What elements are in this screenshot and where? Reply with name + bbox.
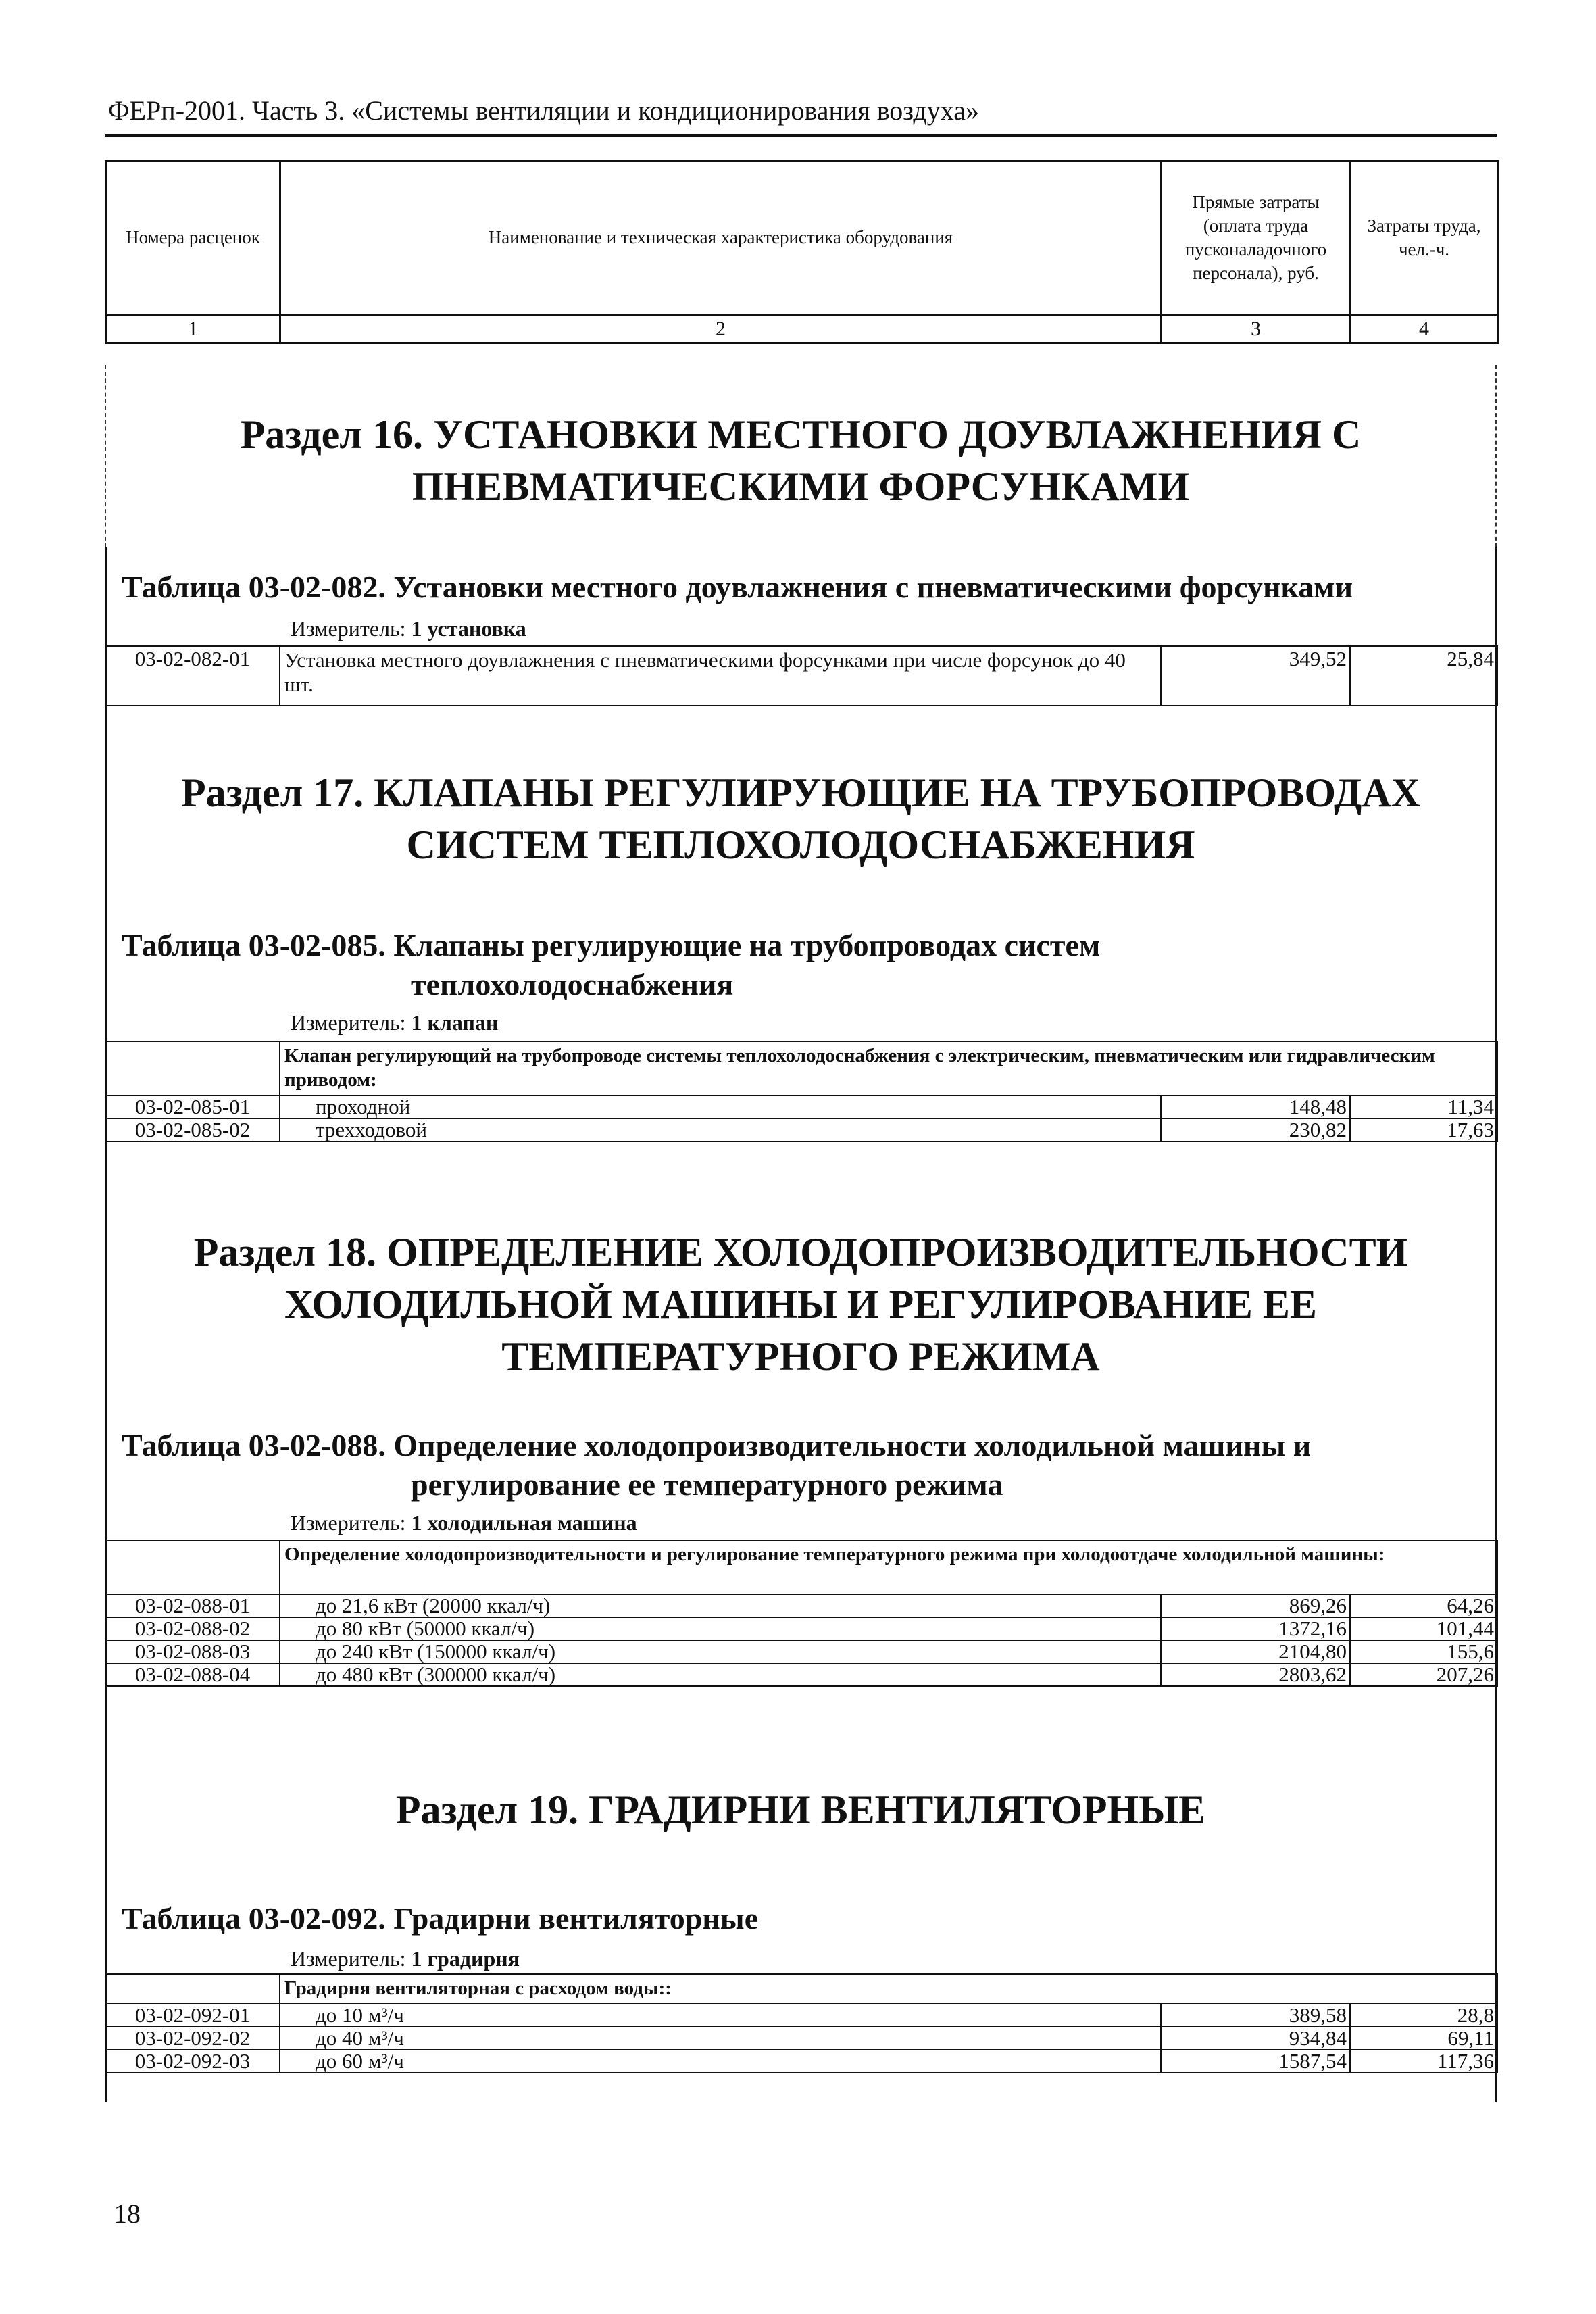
rate-code: 03-02-092-03 <box>105 2050 280 2073</box>
direct-cost: 148,48 <box>1161 1096 1350 1118</box>
labor-cost: 11,34 <box>1350 1096 1497 1118</box>
section-16-title-line1: Раздел 16. УСТАНОВКИ МЕСТНОГО ДОУВЛАЖНЕНИЯ С <box>240 412 1362 457</box>
rate-code: 03-02-085-02 <box>105 1118 280 1141</box>
table-row <box>105 1096 1497 1118</box>
col-number-3: 3 <box>1162 315 1351 343</box>
labor-cost: 69,11 <box>1350 2027 1497 2050</box>
table-03-02-092-title: Таблица 03-02-092. Градирни вентиляторные <box>122 1901 759 1936</box>
direct-cost: 934,84 <box>1161 2027 1350 2050</box>
equipment-name: до 80 кВт (50000 ккал/ч) <box>280 1617 1161 1640</box>
section-18-title-line1: Раздел 18. ОПРЕДЕЛЕНИЕ ХОЛОДОПРОИЗВОДИТЕЛЬНОСТИ <box>193 1230 1408 1275</box>
measure-label: Измеритель: <box>291 1010 406 1035</box>
col-number-1: 1 <box>106 315 280 343</box>
direct-cost: 1372,16 <box>1161 1617 1350 1640</box>
section-19-title-line1: Раздел 19. ГРАДИРНИ ВЕНТИЛЯТОРНЫЕ <box>395 1788 1206 1832</box>
table-row <box>105 1594 1497 1617</box>
group-header-row <box>105 1974 1497 2004</box>
table-03-02-092 <box>105 1973 1498 2073</box>
equipment-name: до 480 кВт (300000 ккал/ч) <box>280 1663 1161 1686</box>
labor-cost: 17,63 <box>1350 1118 1497 1141</box>
labor-cost: 25,84 <box>1350 646 1497 706</box>
section-19-title <box>105 1784 1497 1836</box>
rate-code: 03-02-088-04 <box>105 1663 280 1686</box>
direct-cost: 869,26 <box>1161 1594 1350 1617</box>
table-03-02-085-measure <box>291 1010 498 1035</box>
group-header: Клапан регулирующий на трубопроводе системы теплохолодоснабжения с электрическим, пневматическим или гидравлическим приводом: <box>280 1041 1497 1096</box>
rate-code: 03-02-088-02 <box>105 1617 280 1640</box>
table-row <box>105 1617 1497 1640</box>
rate-code: 03-02-092-01 <box>105 2004 280 2027</box>
equipment-name: до 60 м³/ч <box>280 2050 1161 2073</box>
table-03-02-082 <box>105 645 1498 706</box>
direct-cost: 389,58 <box>1161 2004 1350 2027</box>
rate-code: 03-02-088-03 <box>105 1640 280 1663</box>
col-header-labor: Затраты труда, чел.-ч. <box>1351 162 1498 315</box>
header-rule <box>105 134 1497 137</box>
section-17-title <box>105 767 1497 871</box>
section-18-title <box>105 1227 1497 1383</box>
section-17-title-line2: СИСТЕМ ТЕПЛОХОЛОДОСНАБЖЕНИЯ <box>406 822 1195 867</box>
table-03-02-085 <box>105 1041 1498 1142</box>
table-row <box>105 1640 1497 1663</box>
measure-value: 1 градирня <box>411 1946 520 1971</box>
rate-code: 03-02-088-01 <box>105 1594 280 1617</box>
direct-cost: 230,82 <box>1161 1118 1350 1141</box>
table-row <box>105 2027 1497 2050</box>
col-header-cost: Прямые затраты (оплата труда пусконаладочного персонала), руб. <box>1162 162 1351 315</box>
measure-label: Измеритель: <box>291 1510 406 1535</box>
rate-code: 03-02-085-01 <box>105 1096 280 1118</box>
group-header-row <box>105 1041 1497 1096</box>
table-title-line1: Таблица 03-02-088. Определение холодопроизводительности холодильной машины и <box>122 1428 1312 1462</box>
equipment-name: до 240 кВт (150000 ккал/ч) <box>280 1640 1161 1663</box>
measure-label: Измеритель: <box>291 1946 406 1971</box>
section-17-title-line1: Раздел 17. КЛАПАНЫ РЕГУЛИРУЮЩИЕ НА ТРУБОПРОВОДАХ <box>180 770 1421 815</box>
col-number-4: 4 <box>1351 315 1498 343</box>
direct-cost: 349,52 <box>1161 646 1350 706</box>
section-16-title-line2: ПНЕВМАТИЧЕСКИМИ ФОРСУНКАМИ <box>412 464 1190 509</box>
labor-cost: 207,26 <box>1350 1663 1497 1686</box>
section-16-title <box>105 409 1497 513</box>
table-03-02-088-measure <box>291 1510 637 1535</box>
col-header-codes: Номера расценок <box>106 162 280 315</box>
labor-cost: 155,6 <box>1350 1640 1497 1663</box>
rate-code: 03-02-092-02 <box>105 2027 280 2050</box>
group-header: Градирня вентиляторная с расходом воды:: <box>280 1974 1497 2004</box>
group-header-row <box>105 1540 1497 1594</box>
equipment-name: до 40 м³/ч <box>280 2027 1161 2050</box>
labor-cost: 64,26 <box>1350 1594 1497 1617</box>
table-03-02-082-measure <box>291 616 526 641</box>
direct-cost: 2104,80 <box>1161 1640 1350 1663</box>
rate-code: 03-02-082-01 <box>105 646 280 706</box>
section-18-title-line3: ТЕМПЕРАТУРНОГО РЕЖИМА <box>501 1334 1100 1379</box>
equipment-name: Установка местного доувлажнения с пневматическими форсунками при числе форсунок до 40 шт. <box>280 646 1161 706</box>
running-header: ФЕРп-2001. Часть 3. «Системы вентиляции и кондиционирования воздуха» <box>108 95 979 126</box>
equipment-name: проходной <box>280 1096 1161 1118</box>
labor-cost: 117,36 <box>1350 2050 1497 2073</box>
group-header: Определение холодопроизводительности и регулирование температурного режима при холодоотдаче холодильной машины: <box>280 1540 1497 1594</box>
table-03-02-082-title: Таблица 03-02-082. Установки местного доувлажнения с пневматическими форсунками <box>122 570 1353 604</box>
table-title-line2: теплохолодоснабжения <box>411 967 734 1002</box>
page-number: 18 <box>114 2198 141 2229</box>
table-03-02-085-title <box>122 926 1100 1004</box>
table-row <box>105 646 1497 706</box>
table-row <box>105 2004 1497 2027</box>
table-row <box>105 1663 1497 1686</box>
measure-value: 1 холодильная машина <box>411 1510 637 1535</box>
labor-cost: 28,8 <box>1350 2004 1497 2027</box>
table-03-02-088-title <box>122 1426 1311 1504</box>
table-row <box>105 1118 1497 1141</box>
table-row <box>105 2050 1497 2073</box>
measure-value: 1 установка <box>411 616 526 641</box>
col-number-2: 2 <box>280 315 1162 343</box>
table-03-02-092-measure <box>291 1946 520 1971</box>
measure-label: Измеритель: <box>291 616 406 641</box>
equipment-name: до 10 м³/ч <box>280 2004 1161 2027</box>
table-title-line1: Таблица 03-02-085. Клапаны регулирующие на трубопроводах систем <box>122 928 1101 962</box>
labor-cost: 101,44 <box>1350 1617 1497 1640</box>
equipment-name: трехходовой <box>280 1118 1161 1141</box>
equipment-name: до 21,6 кВт (20000 ккал/ч) <box>280 1594 1161 1617</box>
section-18-title-line2: ХОЛОДИЛЬНОЙ МАШИНЫ И РЕГУЛИРОВАНИЕ ЕЕ <box>284 1282 1317 1327</box>
measure-value: 1 клапан <box>411 1010 499 1035</box>
direct-cost: 1587,54 <box>1161 2050 1350 2073</box>
col-header-name: Наименование и техническая характеристика оборудования <box>280 162 1162 315</box>
table-03-02-088 <box>105 1540 1498 1687</box>
table-title-line2: регулирование ее температурного режима <box>411 1467 1003 1502</box>
direct-cost: 2803,62 <box>1161 1663 1350 1686</box>
column-header-table <box>105 160 1499 344</box>
